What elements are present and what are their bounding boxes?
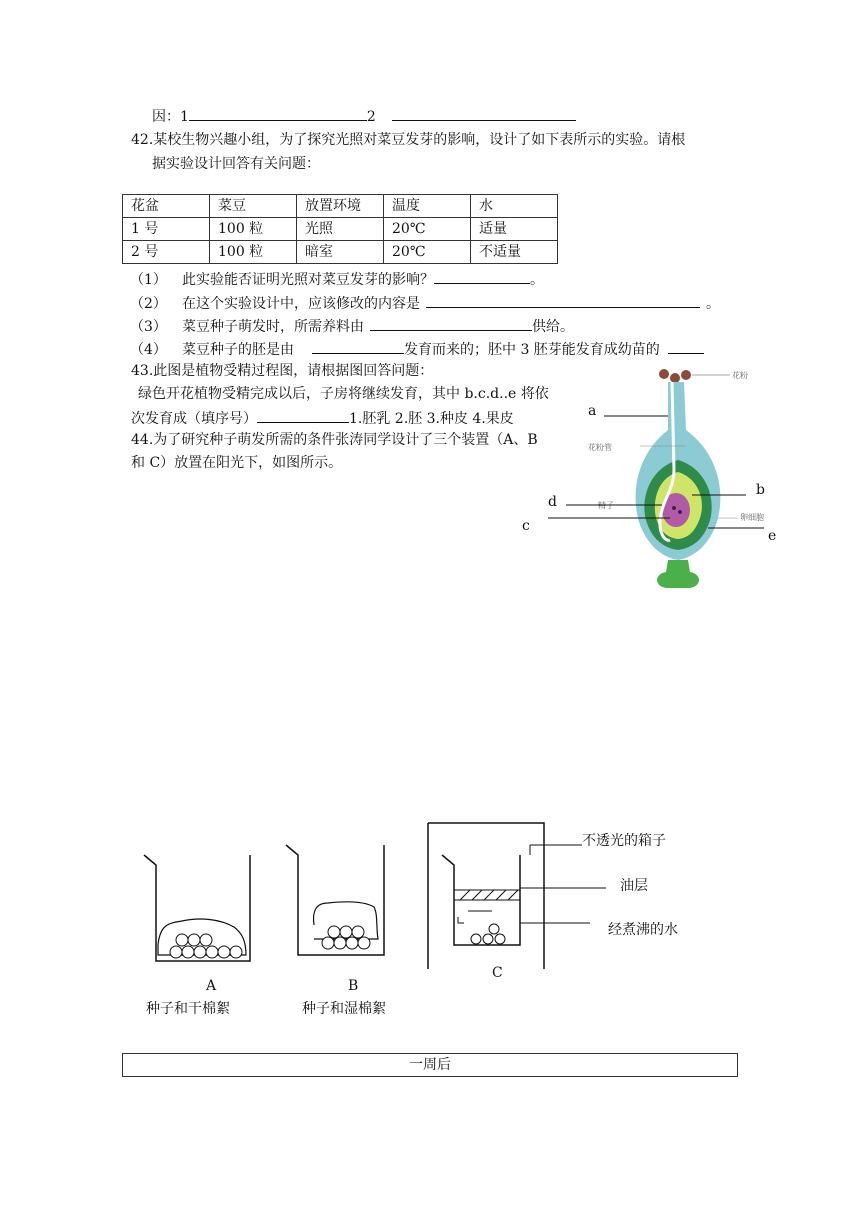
table-header: 水: [471, 195, 558, 218]
q41-answer-line: [152, 106, 576, 126]
sub-text: 菜豆种子的胚是由: [182, 342, 294, 358]
flower-stalk: [657, 560, 699, 588]
table-cell: 暗室: [297, 241, 384, 264]
table-cell: 20℃: [384, 218, 471, 241]
pollen-grain-icon: [681, 370, 691, 380]
sub-text: 在这个实验设计中，应该修改的内容是: [182, 296, 420, 312]
label-b: b: [756, 482, 765, 498]
table-row: [123, 241, 558, 264]
sperm-label: 精子: [598, 501, 614, 510]
sub-text: 此实验能否证明光照对菜豆发芽的影响？: [182, 272, 434, 288]
q42-sub-2: [130, 293, 720, 313]
table-cell: 光照: [297, 218, 384, 241]
q44-line2: 和 C）放置在阳光下，如图所示。: [131, 455, 343, 471]
egg-label: 卵细胞: [740, 513, 764, 522]
q41-mid: 2: [366, 109, 376, 125]
q44-line1: 44.为了研究种子萌发所需的条件张涛同学设计了三个装置（A、B: [131, 432, 538, 448]
opaque-box: [428, 823, 544, 969]
q43-line3: [131, 408, 514, 428]
one-week-later-box: [122, 1053, 738, 1077]
pollen-grain-icon: [659, 369, 669, 379]
q42-line1: 42.某校生物兴趣小组，为了探究光照对菜豆发芽的影响，设计了如下表所示的实验。请根: [131, 132, 686, 148]
q42-blank-4[interactable]: [312, 339, 404, 354]
germination-setups: [120, 815, 740, 1029]
table-header: 菜豆: [210, 195, 297, 218]
label-d: d: [548, 494, 557, 510]
label-e: e: [768, 528, 777, 544]
label-a: a: [588, 403, 597, 419]
box-label: 不透光的箱子: [582, 833, 666, 849]
seeds-icon: [471, 924, 505, 944]
q42-line2: 据实验设计回答有关问题：: [152, 156, 320, 172]
experiment-table: [122, 194, 558, 264]
pollen-label: 花粉: [732, 371, 748, 380]
q43-line2: 绿色开花植物受精完成以后，子房将继续发育，其中 b.c.d..e 将依: [138, 386, 549, 402]
sub-text-end: 发育而来的；胚中 3 胚芽能发育成幼苗的: [404, 342, 660, 358]
sub-number: （1）: [130, 272, 167, 288]
q43-line1: 43.此图是植物受精过程图，请根据图回答问题：: [131, 363, 434, 379]
table-row: [123, 218, 558, 241]
q43-line3-pre: 次发育成（填序号）: [131, 411, 257, 427]
label-c: c: [522, 518, 530, 534]
table-header: 放置环境: [297, 195, 384, 218]
q42-sub-4: [130, 339, 704, 359]
table-cell: 100 粒: [210, 218, 297, 241]
q42-sub-3: [130, 316, 574, 336]
table-header: 温度: [384, 195, 471, 218]
water-label: 经煮沸的水: [608, 922, 678, 938]
table-cell: 不适量: [471, 241, 558, 264]
seeds-icon: [170, 934, 242, 958]
pollen-tube-label: 花粉管: [588, 443, 612, 452]
sub-number: （4）: [130, 342, 167, 358]
q42-blank-5[interactable]: [668, 339, 704, 354]
caption-A: 种子和干棉絮: [146, 1001, 230, 1017]
q41-blank-1[interactable]: [189, 106, 367, 121]
q42-blank-1[interactable]: [434, 269, 530, 284]
q43-blank[interactable]: [257, 408, 349, 423]
oil-label: 油层: [620, 878, 648, 894]
sub-text-end: 。: [530, 272, 544, 288]
table-cell: 2 号: [123, 241, 210, 264]
label-A: A: [206, 978, 217, 994]
one-week-later-label: 一周后: [409, 1057, 451, 1073]
beaker-b: [286, 845, 386, 1017]
setup-c: [428, 823, 678, 981]
seeds-icon: [322, 926, 370, 949]
table-cell: 20℃: [384, 241, 471, 264]
q41-prefix: 因：1: [152, 109, 189, 125]
q43-options: 1.胚乳 2.胚 3.种皮 4.果皮: [349, 411, 514, 427]
pollen-grain-icon: [670, 373, 680, 383]
table-cell: 100 粒: [210, 241, 297, 264]
table-header-row: [123, 195, 558, 218]
caption-B: 种子和湿棉絮: [302, 1001, 386, 1017]
label-B: B: [348, 978, 359, 994]
fertilization-diagram: [520, 360, 800, 596]
sub-number: （3）: [130, 319, 167, 335]
q41-blank-2[interactable]: [392, 106, 576, 121]
label-C: C: [492, 965, 503, 981]
sub-text: 菜豆种子萌发时，所需养料由: [182, 319, 364, 335]
table-header: 花盆: [123, 195, 210, 218]
q42-sub-1: [130, 269, 544, 289]
table-cell: 1 号: [123, 218, 210, 241]
beaker-a: [144, 855, 250, 1017]
sub-number: （2）: [130, 296, 167, 312]
q42-blank-2[interactable]: [426, 293, 700, 308]
table-cell: 适量: [471, 218, 558, 241]
sub-text-end: 供给。: [532, 319, 574, 335]
sub-text-end: 。: [706, 296, 720, 312]
q42-blank-3[interactable]: [370, 316, 532, 331]
